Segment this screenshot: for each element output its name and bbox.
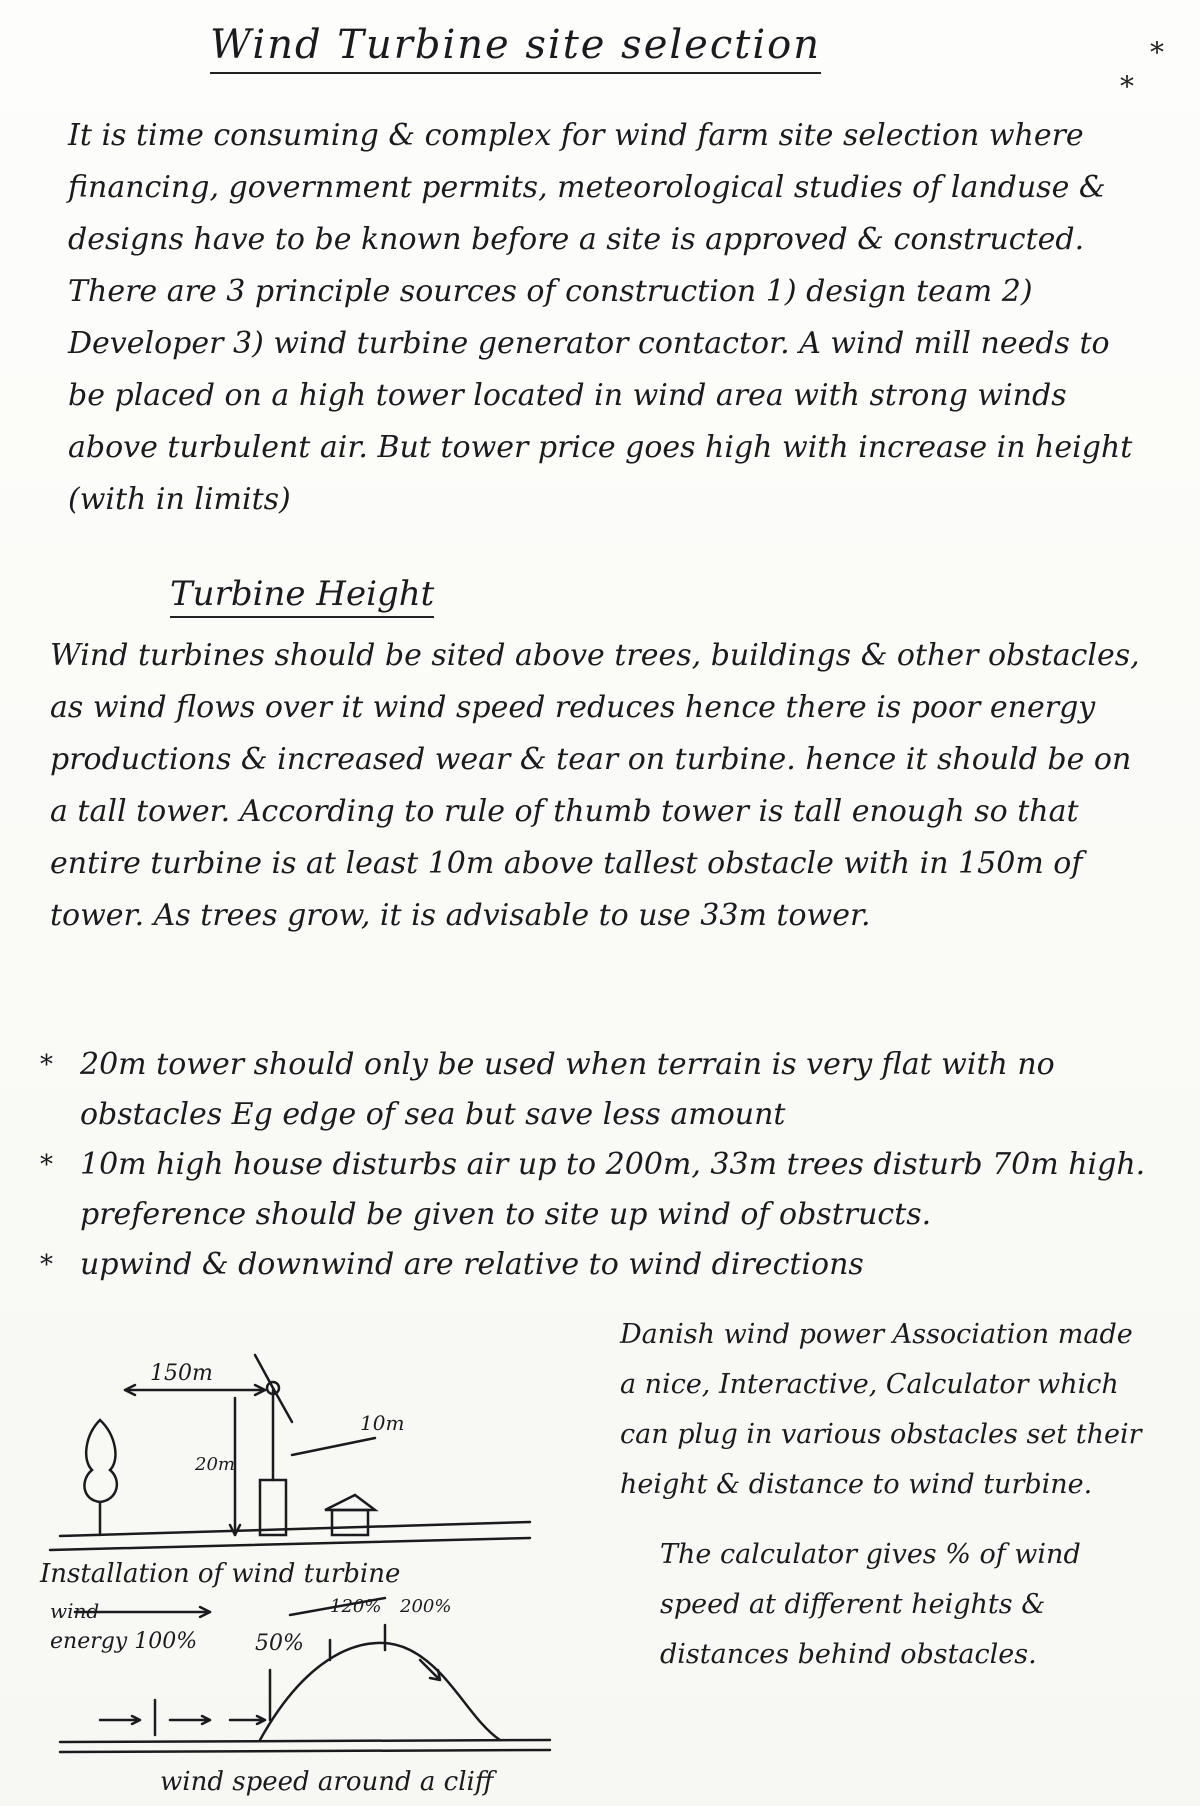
asterisk-bullet-icon: * <box>40 1250 53 1280</box>
turbine-height-paragraph: Wind turbines should be sited above trees, buildings & other obstacles, as wind flows over it wind speed reduces hence there is poor energy productions & increased wear & tear on turbine. hence it should be on a tall tower. According to rule of thumb tower is tall enough so that entire turbine is at least 10m above tallest obstacle with in 150m of tower. As trees grow, it is advisable to use 33m tower. <box>50 638 1140 933</box>
asterisk-bullet-icon: * <box>40 1050 53 1080</box>
turbine-blade <box>255 1355 273 1388</box>
bullet-item <box>40 1040 1150 1140</box>
label-50: 50% <box>255 1631 304 1656</box>
label-20m: 20m <box>195 1454 235 1475</box>
house-roof-icon <box>325 1495 375 1510</box>
bullet-text: 20m tower should only be used when terrain is very flat with no obstacles Eg edge of sea but save less amount <box>80 1047 1055 1132</box>
house-icon <box>332 1510 368 1535</box>
installation-caption: Installation of wind turbine <box>40 1559 401 1589</box>
cliff-curve <box>260 1643 500 1740</box>
label-150m: 150m <box>150 1361 213 1386</box>
cliff-ground-2 <box>60 1750 550 1752</box>
cliff-caption: wind speed around a cliff <box>160 1767 494 1796</box>
turbine-tower <box>260 1480 286 1535</box>
calculator-note: The calculator gives % of wind speed at different heights & distances behind obstacles. <box>660 1539 1081 1670</box>
flow-arrow <box>170 1716 210 1724</box>
turbine-height-heading: Turbine Height <box>170 574 434 618</box>
cliff-diagram <box>60 1598 550 1752</box>
label-energy: energy 100% <box>50 1629 198 1654</box>
page-title: Wind Turbine site selection <box>210 22 821 74</box>
label-200: 200% <box>400 1596 452 1617</box>
tree-icon <box>84 1420 116 1502</box>
ground-line <box>60 1522 530 1536</box>
intro-paragraph: It is time consuming & complex for wind farm site selection where financing, government permits, meteorological studies of landuse & designs have to be known before a site is approved & constructed. There are 3 principle sources of construction 1) design team 2) Developer 3) wind turbine generator contactor. A wind mill needs to be placed on a high tower located in wind area with strong winds above turbulent air. But tower price goes high with increase in height (with in limits) <box>68 118 1133 517</box>
bullet-text: upwind & downwind are relative to wind directions <box>80 1247 864 1282</box>
label-10m: 10m <box>360 1411 405 1435</box>
hand-drawn-sketches <box>30 1350 590 1796</box>
flow-arrow <box>100 1716 140 1724</box>
installation-diagram <box>50 1355 530 1550</box>
bullet-text: 10m high house disturbs air up to 200m, 33m trees disturb 70m high. preference should be given to site up wind of obstructs. <box>80 1147 1146 1232</box>
margin-star-mark-2: * <box>1120 70 1134 103</box>
clearance-line <box>292 1438 375 1455</box>
danish-association-note: Danish wind power Association made a nice, Interactive, Calculator which can plug in various obstacles set their height & distance to wind turbine. <box>620 1319 1142 1500</box>
label-120: 120% <box>330 1596 382 1617</box>
cliff-ground <box>60 1740 550 1742</box>
bullet-item <box>40 1240 1150 1290</box>
ground-line-2 <box>50 1538 530 1550</box>
notes-bullet-list <box>40 1040 1150 1290</box>
flow-arrow <box>230 1716 265 1724</box>
bullet-item <box>40 1140 1150 1240</box>
margin-star-mark: * <box>1150 36 1164 69</box>
label-wind: wind <box>50 1599 100 1623</box>
asterisk-bullet-icon: * <box>40 1150 53 1180</box>
turbine-blade <box>273 1388 292 1422</box>
